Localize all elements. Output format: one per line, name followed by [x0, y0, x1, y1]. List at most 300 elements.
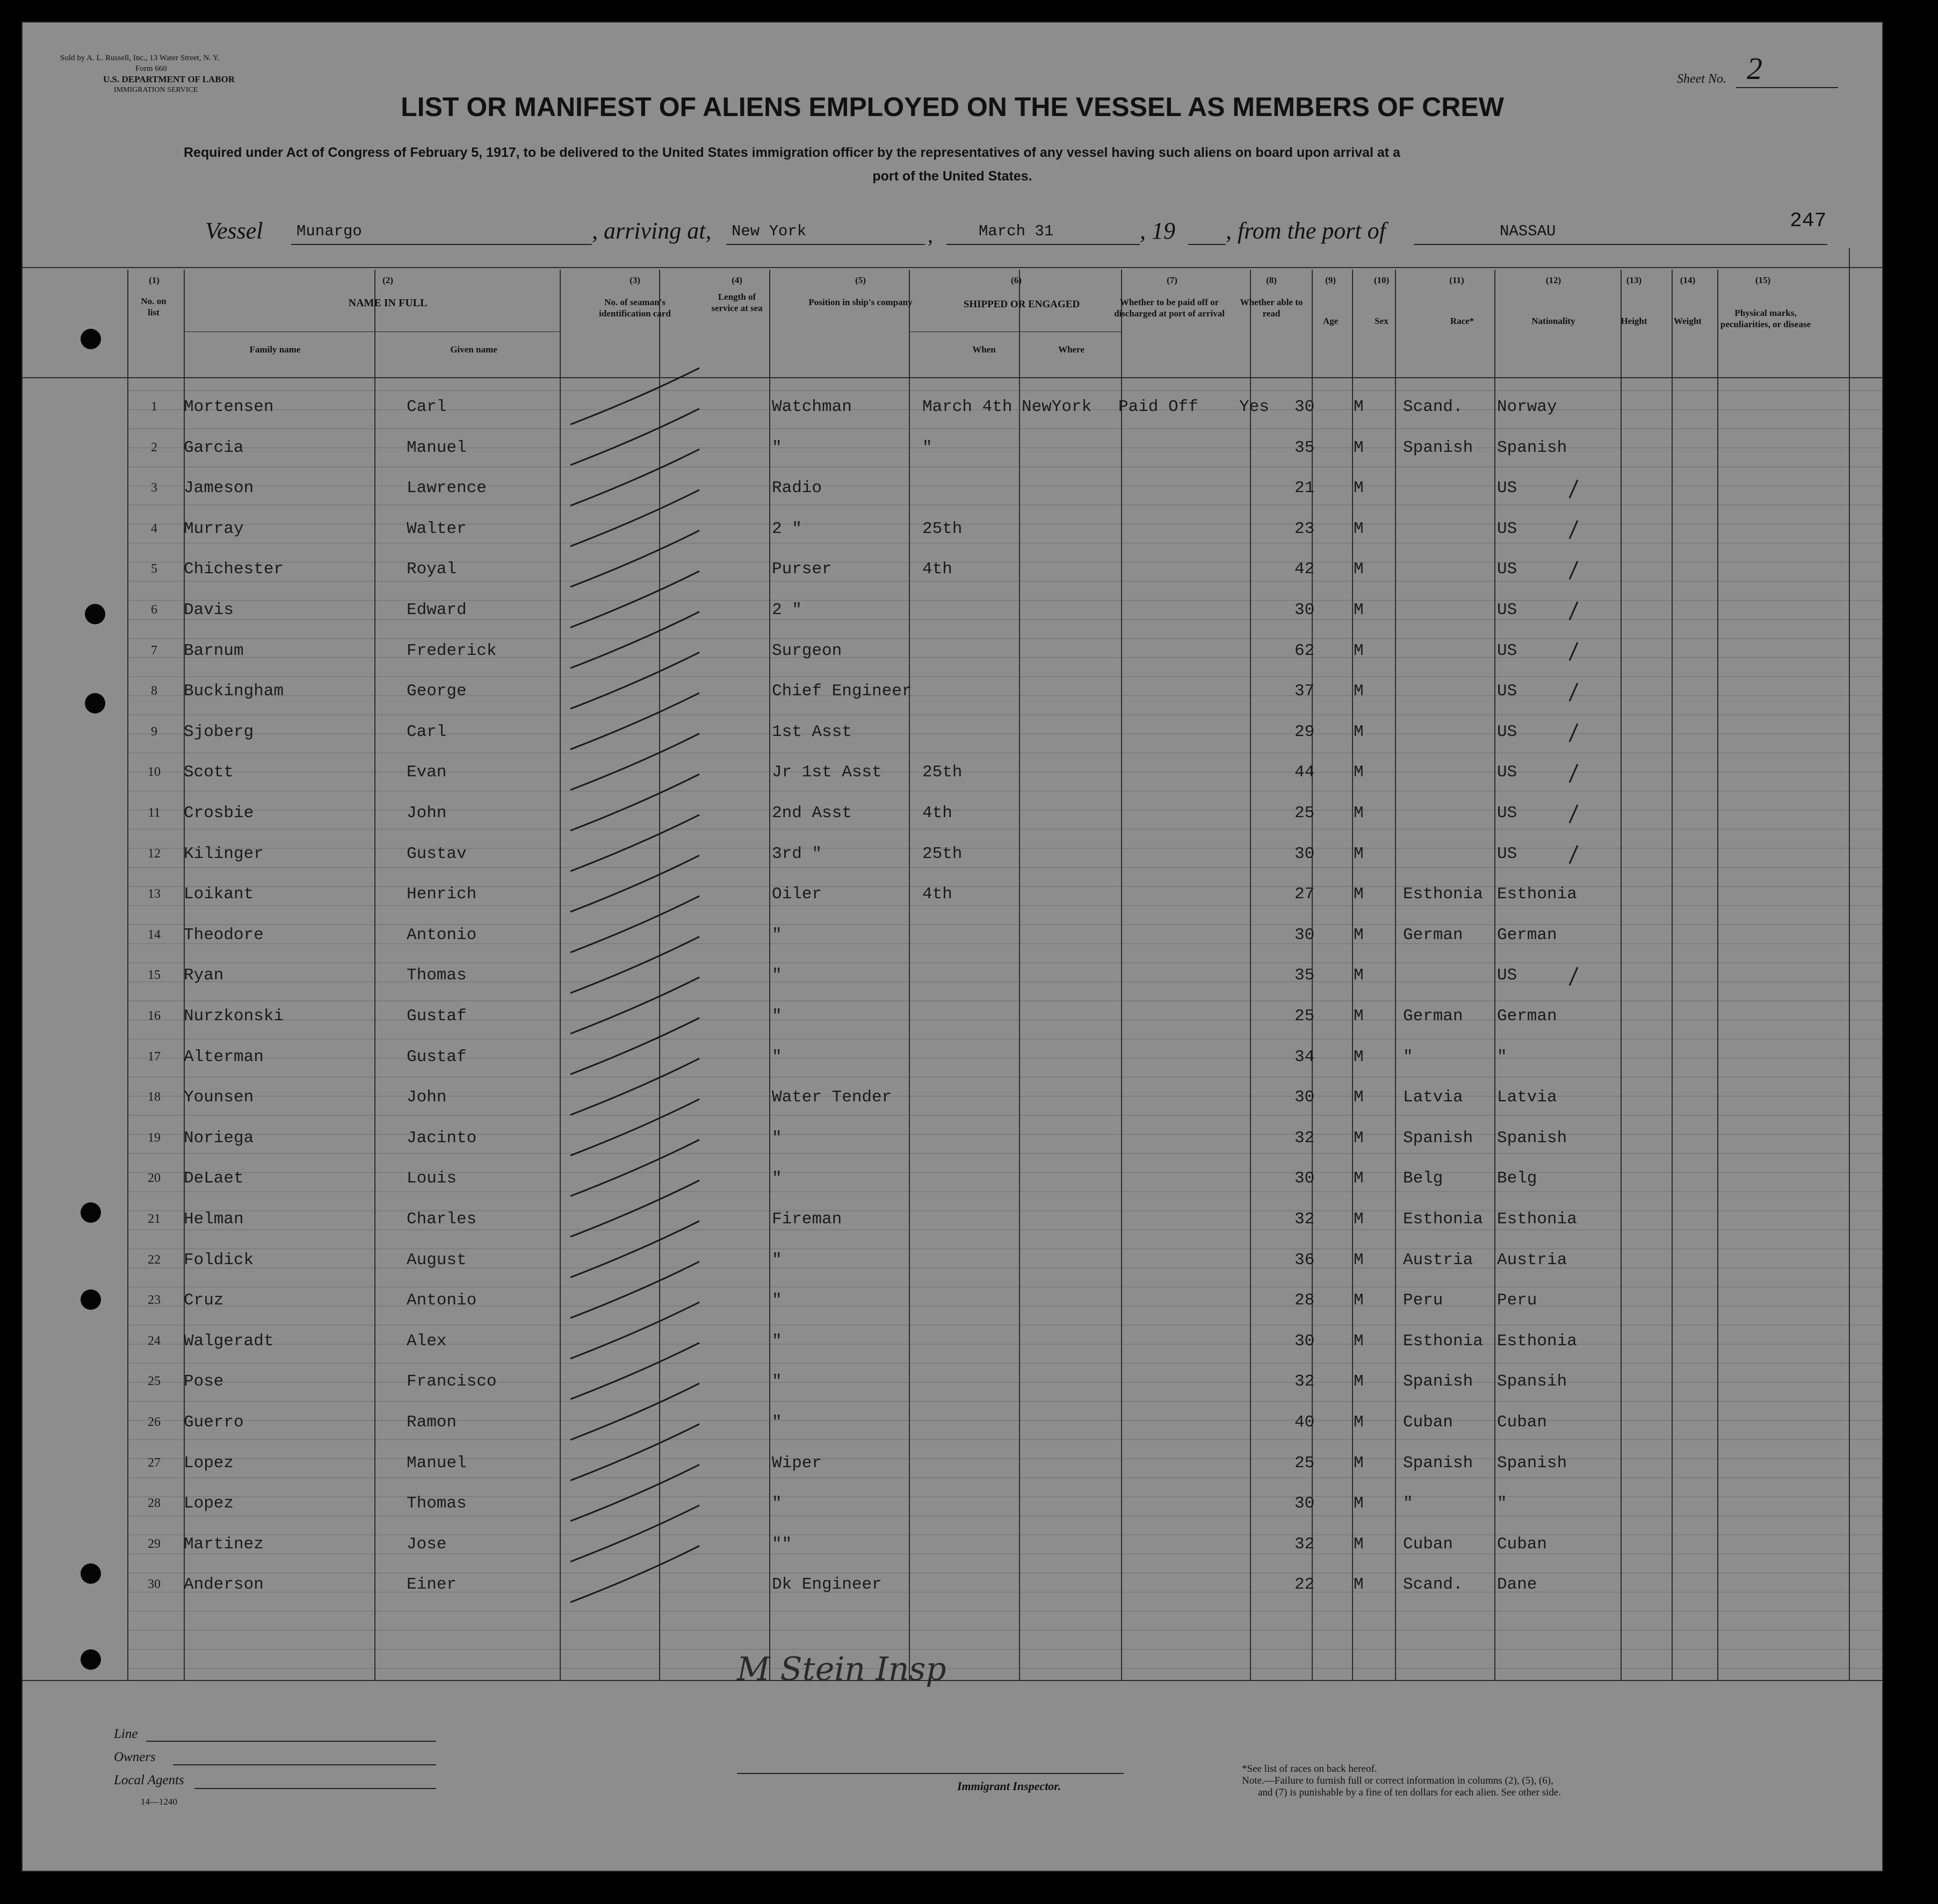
cell-nationality: Spanish — [1497, 438, 1567, 457]
row-number: 4 — [151, 521, 157, 536]
cell-sex: M — [1354, 1210, 1364, 1229]
cell-sex: M — [1354, 641, 1364, 660]
cell-when: " — [922, 438, 932, 457]
col-14-num: (14) — [1680, 275, 1696, 285]
col-11-num: (11) — [1449, 275, 1464, 285]
year-label: , 19 — [1140, 218, 1175, 244]
col-3-label: No. of seaman's identification card — [599, 297, 671, 319]
cell-position: " — [772, 1250, 782, 1270]
cell-family: Cruz — [184, 1291, 224, 1310]
cell-family: Noriega — [184, 1128, 254, 1148]
cell-position: 2nd Asst — [772, 804, 852, 823]
sheet-no-label: Sheet No. — [1677, 72, 1726, 86]
cell-nationality: Esthonia — [1497, 1210, 1577, 1229]
cell-age: 44 — [1295, 763, 1315, 782]
printer-line-4: IMMIGRATION SERVICE — [114, 86, 198, 94]
cell-age: 21 — [1295, 479, 1315, 498]
cell-age: 62 — [1295, 641, 1315, 660]
cell-family: Scott — [184, 763, 234, 782]
row-number: 15 — [148, 968, 161, 983]
cell-position: " — [772, 438, 782, 457]
binder-hole — [81, 1202, 101, 1223]
cell-given: Jose — [407, 1534, 447, 1554]
cell-position: Purser — [772, 560, 832, 579]
cell-read: Yes — [1239, 398, 1269, 416]
footer-agents-underline — [194, 1788, 436, 1789]
cell-given: Louis — [407, 1169, 457, 1188]
cell-age: 32 — [1295, 1128, 1315, 1148]
cell-family: Foldick — [184, 1250, 254, 1270]
row-number: 13 — [148, 887, 161, 901]
cell-given: Einer — [407, 1575, 457, 1595]
cell-when: 4th — [922, 560, 952, 579]
cell-race: German — [1403, 1007, 1463, 1026]
row-number: 22 — [148, 1252, 161, 1267]
arriving-port: New York — [732, 222, 807, 240]
cell-family: Nurzkonski — [184, 1007, 284, 1026]
cell-position: Oiler — [772, 885, 822, 904]
cell-race: Cuban — [1403, 1413, 1454, 1432]
col-1-label: No. on list — [141, 296, 167, 318]
row-number: 20 — [148, 1171, 161, 1186]
row-number: 28 — [148, 1496, 161, 1511]
col-11-label: Race* — [1450, 316, 1474, 326]
col-8-num: (8) — [1266, 275, 1277, 285]
col-3-num: (3) — [630, 275, 640, 285]
cell-position: Water Tender — [772, 1088, 892, 1107]
cell-position: Jr 1st Asst — [772, 763, 882, 782]
cell-sex: M — [1354, 1169, 1364, 1188]
cell-sex: M — [1354, 560, 1364, 579]
cell-sex: M — [1354, 398, 1364, 416]
page-number: 247 — [1790, 210, 1827, 233]
family-name-header: Family name — [249, 344, 301, 355]
cell-family: Chichester — [184, 560, 284, 579]
col-12-label: Nationality — [1531, 316, 1575, 326]
inspector-signature: M Stein Insp — [737, 1650, 946, 1688]
cell-race: " — [1403, 1047, 1413, 1066]
col-4-label: Length of service at sea — [711, 292, 763, 313]
row-number: 17 — [148, 1049, 161, 1064]
cell-nationality: US — [1497, 722, 1517, 741]
cell-family: Barnum — [184, 641, 244, 660]
cell-family: Younsen — [184, 1088, 254, 1107]
vessel-name: Munargo — [297, 222, 362, 240]
cell-age: 42 — [1295, 560, 1315, 579]
cell-age: 32 — [1295, 1372, 1315, 1391]
cell-race: Peru — [1403, 1291, 1443, 1310]
cell-position: 2 " — [772, 601, 802, 619]
cell-given: August — [407, 1250, 467, 1270]
cell-nationality: Norway — [1497, 398, 1557, 416]
cell-race: Esthonia — [1403, 1331, 1483, 1351]
cell-nationality: US — [1497, 479, 1517, 498]
page-title: LIST OR MANIFEST OF ALIENS EMPLOYED ON THE VESSEL AS MEMBERS OF CREW — [401, 92, 1504, 122]
col-7-num: (7) — [1167, 275, 1177, 285]
cell-family: Mortensen — [184, 398, 274, 416]
cell-paid: Paid Off — [1118, 398, 1198, 416]
cell-nationality: " — [1497, 1047, 1507, 1066]
cell-given: John — [407, 804, 447, 823]
cell-race: Latvia — [1403, 1088, 1463, 1107]
footnote-races: *See list of races on back hereof. — [1242, 1763, 1377, 1775]
cell-when: 25th — [922, 519, 963, 538]
footer-line-underline — [146, 1741, 436, 1742]
cell-age: 29 — [1295, 722, 1315, 741]
cell-nationality: US — [1497, 682, 1517, 701]
col-15-num: (15) — [1755, 275, 1771, 285]
cell-when: 4th — [922, 885, 952, 904]
cell-position: Dk Engineer — [772, 1575, 882, 1595]
col-2-num: (2) — [382, 275, 393, 285]
vessel-label: Vessel — [205, 218, 263, 244]
binder-hole — [85, 693, 105, 713]
cell-sex: M — [1354, 885, 1364, 904]
col-13-num: (13) — [1626, 275, 1642, 285]
cell-given: Antonio — [407, 925, 477, 944]
cell-nationality: Belg — [1497, 1169, 1537, 1188]
cell-sex: M — [1354, 722, 1364, 741]
col-9-num: (9) — [1325, 275, 1336, 285]
cell-nationality: Esthonia — [1497, 885, 1577, 904]
cell-race: Esthonia — [1403, 1210, 1483, 1229]
cell-when: 4th — [922, 804, 952, 823]
col-6-label: SHIPPED OR ENGAGED — [963, 299, 1080, 310]
footer-owners-label: Owners — [114, 1750, 156, 1764]
cell-age: 25 — [1295, 1453, 1315, 1473]
cell-sex: M — [1354, 1534, 1364, 1554]
cell-family: Lopez — [184, 1453, 234, 1473]
row-number: 27 — [148, 1455, 161, 1470]
cell-position: Fireman — [772, 1210, 842, 1229]
row-number: 1 — [151, 400, 157, 414]
cell-family: DeLaet — [184, 1169, 244, 1188]
cell-sex: M — [1354, 1413, 1364, 1432]
where-header: Where — [1058, 344, 1084, 355]
col-10-label: Sex — [1375, 316, 1389, 326]
cell-nationality: Austria — [1497, 1250, 1567, 1270]
cell-sex: M — [1354, 1007, 1364, 1026]
row-number: 2 — [151, 440, 157, 455]
cell-age: 32 — [1295, 1534, 1315, 1554]
cell-age: 25 — [1295, 804, 1315, 823]
footnote-note: Note.—Failure to furnish full or correct information in columns (2), (5), (6), — [1242, 1775, 1553, 1786]
cell-sex: M — [1354, 1128, 1364, 1148]
cell-age: 27 — [1295, 885, 1315, 904]
cell-race: Spanish — [1403, 1128, 1473, 1148]
cell-nationality: US — [1497, 519, 1517, 538]
cell-race: Scand. — [1403, 1575, 1463, 1595]
cell-family: Lopez — [184, 1494, 234, 1513]
cell-family: Alterman — [184, 1047, 264, 1066]
cell-family: Garcia — [184, 438, 244, 457]
cell-sex: M — [1354, 1494, 1364, 1513]
binder-hole — [81, 1649, 101, 1670]
cell-age: 30 — [1295, 1088, 1315, 1107]
cell-given: Carl — [407, 398, 447, 416]
pen-strokes — [23, 23, 1882, 1871]
cell-position: 2 " — [772, 519, 802, 538]
row-number: 6 — [151, 603, 157, 617]
arriving-label: , arriving at, — [592, 218, 712, 244]
cell-sex: M — [1354, 519, 1364, 538]
cell-when: 25th — [922, 844, 963, 863]
cell-race: Spanish — [1403, 1453, 1473, 1473]
cell-given: Gustaf — [407, 1007, 467, 1026]
cell-nationality: US — [1497, 601, 1517, 619]
row-number: 16 — [148, 1009, 161, 1023]
row-number: 30 — [148, 1577, 161, 1592]
cell-sex: M — [1354, 1250, 1364, 1270]
cell-age: 30 — [1295, 1494, 1315, 1513]
cell-position: " — [772, 1169, 782, 1188]
cell-given: Charles — [407, 1210, 477, 1229]
cell-family: Buckingham — [184, 682, 284, 701]
cell-age: 32 — [1295, 1210, 1315, 1229]
row-number: 24 — [148, 1333, 161, 1348]
printer-line-3: U.S. DEPARTMENT OF LABOR — [103, 74, 235, 84]
cell-given: Walter — [407, 519, 467, 538]
cell-given: Antonio — [407, 1291, 477, 1310]
cell-sex: M — [1354, 601, 1364, 619]
subtitle-line-1: Required under Act of Congress of February 5, 1917, to be delivered to the United States immigration officer by the representatives of any vessel having such aliens on board upon arrival at a — [184, 145, 1400, 160]
cell-sex: M — [1354, 438, 1364, 457]
cell-family: Martinez — [184, 1534, 264, 1554]
cell-given: John — [407, 1088, 447, 1107]
cell-age: 25 — [1295, 1007, 1315, 1026]
cell-sex: M — [1354, 763, 1364, 782]
row-number: 7 — [151, 643, 157, 658]
cell-family: Theodore — [184, 925, 264, 944]
cell-age: 37 — [1295, 682, 1315, 701]
cell-family: Sjoberg — [184, 722, 254, 741]
cell-position: Surgeon — [772, 641, 842, 660]
cell-given: Royal — [407, 560, 457, 579]
inspector-underline — [737, 1773, 1124, 1774]
cell-given: Manuel — [407, 438, 467, 457]
col-9-label: Age — [1322, 316, 1339, 326]
row-number: 25 — [148, 1374, 161, 1389]
cell-family: Loikant — [184, 885, 254, 904]
cell-nationality: Spanish — [1497, 1128, 1567, 1148]
cell-sex: M — [1354, 1575, 1364, 1595]
row-number: 23 — [148, 1293, 161, 1308]
cell-position: 1st Asst — [772, 722, 852, 741]
printer-line-1: Sold by A. L. Russell, Inc., 13 Water Street, N. Y. — [60, 54, 220, 62]
cell-family: Jameson — [184, 479, 254, 498]
cell-age: 40 — [1295, 1413, 1315, 1432]
cell-nationality: Spansih — [1497, 1372, 1567, 1391]
cell-given: Frederick — [407, 641, 497, 660]
cell-family: Walgeradt — [184, 1331, 274, 1351]
cell-sex: M — [1354, 1372, 1364, 1391]
cell-given: Ramon — [407, 1413, 457, 1432]
binder-hole — [81, 1563, 101, 1584]
printer-line-2: Form 660 — [135, 64, 167, 73]
cell-position: " — [772, 1291, 782, 1310]
row-number: 5 — [151, 562, 157, 576]
cell-race: " — [1403, 1494, 1413, 1513]
cell-race: Scand. — [1403, 398, 1463, 416]
cell-where: NewYork — [1022, 398, 1092, 416]
cell-given: Henrich — [407, 885, 477, 904]
cell-nationality: Dane — [1497, 1575, 1537, 1595]
cell-nationality: Esthonia — [1497, 1331, 1577, 1351]
cell-sex: M — [1354, 804, 1364, 823]
cell-age: 34 — [1295, 1047, 1315, 1066]
binder-hole — [81, 329, 101, 349]
cell-sex: M — [1354, 1453, 1364, 1473]
cell-given: Alex — [407, 1331, 447, 1351]
row-number: 14 — [148, 927, 161, 942]
cell-age: 30 — [1295, 925, 1315, 944]
cell-sex: M — [1354, 682, 1364, 701]
cell-nationality: Peru — [1497, 1291, 1537, 1310]
cell-sex: M — [1354, 1047, 1364, 1066]
cell-position: "" — [772, 1534, 792, 1554]
col-13-label: Height — [1621, 316, 1647, 326]
col-12-num: (12) — [1545, 275, 1561, 285]
cell-given: Jacinto — [407, 1128, 477, 1148]
cell-nationality: Cuban — [1497, 1413, 1547, 1432]
cell-family: Davis — [184, 601, 234, 619]
binder-hole — [85, 604, 105, 624]
comma-1: , — [928, 223, 933, 247]
cell-position: " — [772, 1007, 782, 1026]
binder-hole — [81, 1289, 101, 1310]
col-6-num: (6) — [1011, 275, 1022, 285]
col-4-num: (4) — [732, 275, 742, 285]
cell-nationality: US — [1497, 763, 1517, 782]
cell-position: " — [772, 1128, 782, 1148]
cell-race: Austria — [1403, 1250, 1473, 1270]
inspector-label: Immigrant Inspector. — [957, 1779, 1061, 1793]
cell-position: Wiper — [772, 1453, 822, 1473]
form-number: 14—1240 — [141, 1797, 177, 1807]
cell-family: Murray — [184, 519, 244, 538]
cell-sex: M — [1354, 1331, 1364, 1351]
cell-age: 30 — [1295, 398, 1315, 416]
cell-family: Ryan — [184, 966, 224, 985]
from-label: , from the port of — [1226, 218, 1386, 244]
cell-given: Thomas — [407, 1494, 467, 1513]
cell-nationality: Latvia — [1497, 1088, 1557, 1107]
col-5-num: (5) — [855, 275, 866, 285]
cell-position: " — [772, 1372, 782, 1391]
cell-family: Guerro — [184, 1413, 244, 1432]
cell-nationality: Spanish — [1497, 1453, 1567, 1473]
cell-position: " — [772, 1413, 782, 1432]
cell-nationality: " — [1497, 1494, 1507, 1513]
cell-age: 30 — [1295, 844, 1315, 863]
cell-given: Evan — [407, 763, 447, 782]
cell-sex: M — [1354, 844, 1364, 863]
col-1-num: (1) — [149, 275, 160, 285]
cell-family: Anderson — [184, 1575, 264, 1595]
cell-position: 3rd " — [772, 844, 822, 863]
row-number: 12 — [148, 846, 161, 861]
row-number: 8 — [151, 684, 157, 698]
cell-nationality: US — [1497, 641, 1517, 660]
cell-given: Gustaf — [407, 1047, 467, 1066]
cell-age: 35 — [1295, 966, 1315, 985]
cell-position: " — [772, 1494, 782, 1513]
cell-given: Carl — [407, 722, 447, 741]
col-8-label: Whether able to read — [1240, 297, 1303, 319]
from-port: NASSAU — [1500, 222, 1556, 240]
cell-sex: M — [1354, 479, 1364, 498]
cell-position: Watchman — [772, 398, 852, 416]
manifest-sheet — [21, 21, 1883, 1872]
cell-when: March 4th — [922, 398, 1013, 416]
footer-line-label: Line — [114, 1727, 138, 1741]
cell-race: Cuban — [1403, 1534, 1454, 1554]
footer-agents-label: Local Agents — [114, 1773, 184, 1787]
cell-age: 23 — [1295, 519, 1315, 538]
cell-family: Helman — [184, 1210, 244, 1229]
row-number: 29 — [148, 1537, 161, 1551]
col-10-num: (10) — [1373, 275, 1390, 285]
cell-race: Spanish — [1403, 1372, 1473, 1391]
row-number: 18 — [148, 1090, 161, 1105]
cell-nationality: German — [1497, 1007, 1557, 1026]
cell-family: Pose — [184, 1372, 224, 1391]
col-15-label: Physical marks, peculiarities, or disease — [1720, 308, 1811, 329]
given-name-header: Given name — [450, 344, 497, 355]
cell-age: 35 — [1295, 438, 1315, 457]
row-number: 11 — [148, 806, 161, 820]
footer-owners-underline — [173, 1764, 436, 1765]
row-number: 21 — [148, 1212, 161, 1226]
row-number: 26 — [148, 1415, 161, 1429]
cell-given: Lawrence — [407, 479, 487, 498]
cell-race: Belg — [1403, 1169, 1443, 1188]
cell-sex: M — [1354, 966, 1364, 985]
cell-race: German — [1403, 925, 1463, 944]
arrival-date: March 31 — [979, 222, 1054, 240]
row-number: 9 — [151, 724, 157, 739]
cell-age: 30 — [1295, 1169, 1315, 1188]
cell-sex: M — [1354, 1291, 1364, 1310]
cell-nationality: German — [1497, 925, 1557, 944]
col-14-label: Weight — [1674, 316, 1702, 326]
cell-age: 36 — [1295, 1250, 1315, 1270]
cell-family: Crosbie — [184, 804, 254, 823]
row-number: 19 — [148, 1130, 161, 1145]
cell-position: Radio — [772, 479, 822, 498]
cell-race: Esthonia — [1403, 885, 1483, 904]
cell-age: 30 — [1295, 601, 1315, 619]
cell-position: Chief Engineer — [772, 682, 912, 701]
cell-nationality: US — [1497, 844, 1517, 863]
cell-given: Thomas — [407, 966, 467, 985]
row-number: 10 — [148, 765, 161, 780]
row-number: 3 — [151, 481, 157, 495]
col-7-label: Whether to be paid off or discharged at port of arrival — [1114, 297, 1225, 319]
cell-age: 30 — [1295, 1331, 1315, 1351]
cell-given: George — [407, 682, 467, 701]
cell-position: " — [772, 1047, 782, 1066]
cell-position: " — [772, 925, 782, 944]
col-2-label: NAME IN FULL — [348, 297, 428, 309]
cell-position: " — [772, 1331, 782, 1351]
cell-nationality: Cuban — [1497, 1534, 1547, 1554]
cell-race: Spanish — [1403, 438, 1473, 457]
cell-age: 28 — [1295, 1291, 1315, 1310]
cell-sex: M — [1354, 1088, 1364, 1107]
sheet-no-value: 2 — [1747, 51, 1762, 86]
subtitle-line-2: port of the United States. — [872, 169, 1032, 184]
